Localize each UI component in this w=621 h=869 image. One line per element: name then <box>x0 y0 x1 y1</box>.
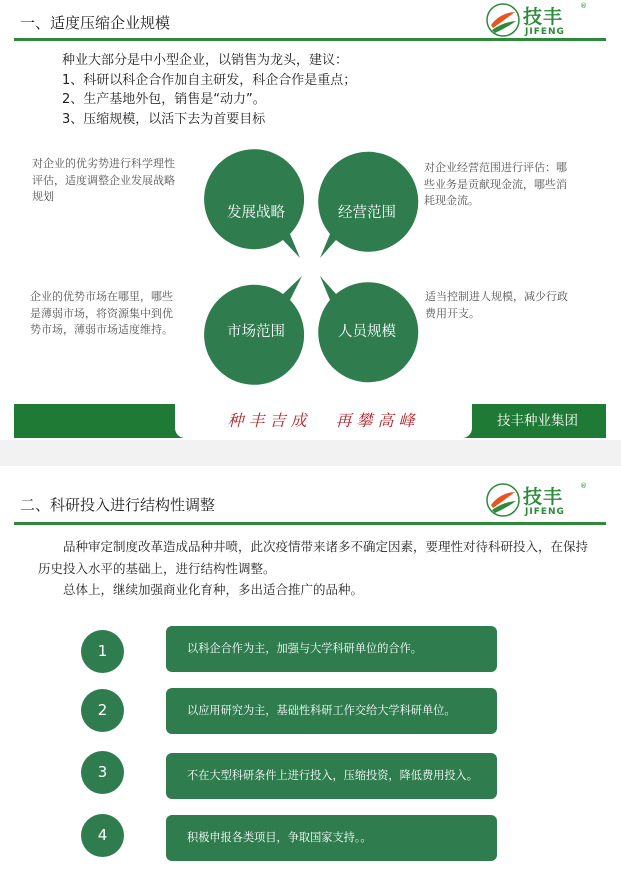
intro-line: 1、科研以科企合作加自主研发，科企合作是重点； <box>62 72 357 88</box>
brand-name-en: JIFENG <box>525 27 565 37</box>
slide1-title: 一、适度压缩企业规模 <box>20 14 171 32</box>
note-line: 势市场，薄弱市场适度维持。 <box>30 323 173 336</box>
step-text: 积极申报各类项目，争取国家支持。。 <box>187 831 372 844</box>
step-box <box>166 753 497 799</box>
step-box <box>166 815 497 861</box>
note-line: 对企业的优劣势进行科学理性 <box>32 157 175 170</box>
leaf-badge-icon <box>486 483 520 517</box>
note-line: 些业务是贡献现金流，哪些消 <box>424 177 567 191</box>
slide2-body <box>38 536 598 601</box>
note-line: 是薄弱市场，将资源集中到优 <box>30 306 173 320</box>
brand-name-en: JIFENG <box>525 507 565 517</box>
step-number: 2 <box>81 689 124 732</box>
body-paragraph: 品种审定制度改革造成品种井喷，此次疫情带来诸多不确定因素，要理性对待科研投入，在保持历史投入水平的基础上，进行结构性调整。 <box>38 539 589 576</box>
note-strategy <box>32 156 175 206</box>
petal-label: 经营范围 <box>338 205 396 221</box>
registered-mark: ® <box>580 2 587 10</box>
footer-slogan: 种丰吉成 再攀高峰 <box>227 411 420 430</box>
slide-research-investment <box>0 466 621 869</box>
step-box <box>166 688 497 734</box>
step-text: 以科企合作为主，加强与大学科研单位的合作。 <box>187 642 422 655</box>
body-paragraph: 总体上，继续加强商业化育种，多出适合推广的品种。 <box>63 582 364 597</box>
step-box <box>166 626 497 672</box>
footer-company: 技丰种业集团 <box>497 413 578 429</box>
note-line: 适当控制进人规模，减少行政 <box>425 290 568 303</box>
slide2-header-rule <box>14 522 606 525</box>
petal-label: 人员规模 <box>338 324 396 340</box>
petal-label: 市场范围 <box>227 324 285 340</box>
note-line: 对企业经营范围进行评估：哪 <box>424 161 567 174</box>
step-number: 4 <box>81 814 124 857</box>
brand-name-cn: 技丰 <box>523 6 564 28</box>
petal-strategy <box>204 149 304 258</box>
note-line: 耗现金流。 <box>424 194 479 207</box>
step-text: 以应用研究为主，基础性科研工作交给大学科研单位。 <box>187 704 456 717</box>
intro-line: 种业大部分是中小型企业，以销售为龙头，建议： <box>62 53 349 68</box>
note-staff-scale <box>425 289 568 322</box>
note-line: 规划 <box>32 190 54 203</box>
intro-line: 3、压缩规模，以活下去为首要目标 <box>62 111 266 127</box>
note-line: 费用开支。 <box>425 306 480 320</box>
step-text: 不在大型科研条件上进行投入，压缩投资，降低费用投入。 <box>187 769 478 782</box>
slide-gap <box>0 440 621 466</box>
step-number: 3 <box>81 751 124 794</box>
step-number: 1 <box>81 630 124 673</box>
note-business-scope <box>424 160 567 210</box>
intro-line: 2、生产基地外包，销售是“动力”。 <box>62 92 266 107</box>
petal-label: 发展战略 <box>227 205 285 221</box>
registered-mark: ® <box>580 482 587 490</box>
note-market-scope <box>30 289 173 339</box>
note-line: 评估，适度调整企业发展战略 <box>32 173 175 187</box>
brand-logo <box>486 482 596 522</box>
note-line: 企业的优势市场在哪里，哪些 <box>30 290 173 303</box>
slide2-title: 二、科研投入进行结构性调整 <box>20 496 216 514</box>
brand-name-cn: 技丰 <box>523 486 564 508</box>
